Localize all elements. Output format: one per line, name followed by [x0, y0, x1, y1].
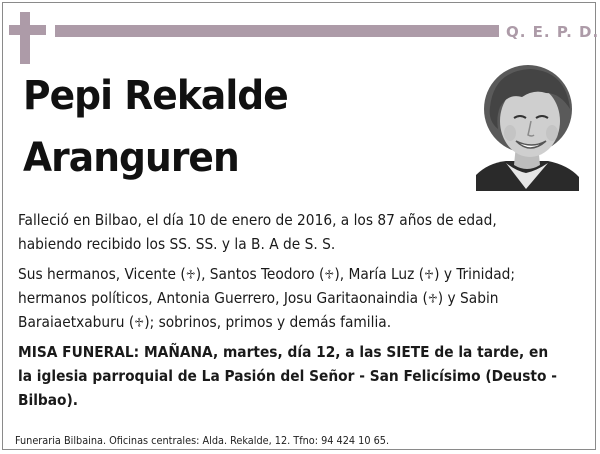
funeral-mass-line2: la iglesia parroquial de La Pasión del Señor - San Felicísimo (Deusto -	[18, 367, 557, 385]
deceased-cross-icon: ♱	[324, 268, 335, 283]
header-rule	[55, 25, 499, 37]
deceased-cross-icon: ♱	[185, 268, 196, 283]
obituary-card	[2, 2, 600, 450]
portrait-photo	[476, 63, 579, 191]
cross-vertical-bar	[20, 12, 30, 64]
portrait-image	[476, 63, 579, 191]
funeral-mass-paragraph	[18, 340, 588, 412]
qepd-label: Q. E. P. D.	[506, 23, 600, 41]
deceased-cross-icon: ♱	[134, 316, 145, 331]
funeral-mass-line3: Bilbao).	[18, 391, 79, 409]
family-text: ), María Luz (	[334, 265, 425, 283]
family-text: ) y Trinidad;	[434, 265, 516, 283]
funeral-mass-line1: MISA FUNERAL: MAÑANA, martes, día 12, a las SIETE de la tarde, en	[18, 343, 549, 361]
deceased-cross-icon: ♱	[427, 292, 438, 307]
deceased-cross-icon: ♱	[424, 268, 435, 283]
family-line3	[18, 310, 588, 334]
death-notice-line2: habiendo recibido los SS. SS. y la B. A de S. S.	[18, 235, 336, 253]
death-notice-paragraph	[18, 208, 588, 256]
family-line1	[18, 262, 588, 286]
family-text: ); sobrinos, primos y demás familia.	[144, 313, 392, 331]
family-text: Sus hermanos, Vicente (	[18, 265, 186, 283]
family-text: Baraiaetxaburu (	[18, 313, 135, 331]
family-text: ), Santos Teodoro (	[195, 265, 325, 283]
cross-horizontal-bar	[9, 25, 46, 35]
family-paragraph	[18, 262, 588, 334]
deceased-name-line2: Aranguren	[23, 135, 239, 181]
family-text: ) y Sabin	[437, 289, 499, 307]
family-text: hermanos políticos, Antonia Guerrero, Josu Garitaonaindia (	[18, 289, 428, 307]
family-line2	[18, 286, 588, 310]
death-notice-line1: Falleció en Bilbao, el día 10 de enero de 2016, a los 87 años de edad,	[18, 211, 497, 229]
funeral-home-footer: Funeraria Bilbaina. Oficinas centrales: Alda. Rekalde, 12. Tfno: 94 424 10 65.	[15, 434, 390, 447]
deceased-name-line1: Pepi Rekalde	[23, 73, 288, 119]
